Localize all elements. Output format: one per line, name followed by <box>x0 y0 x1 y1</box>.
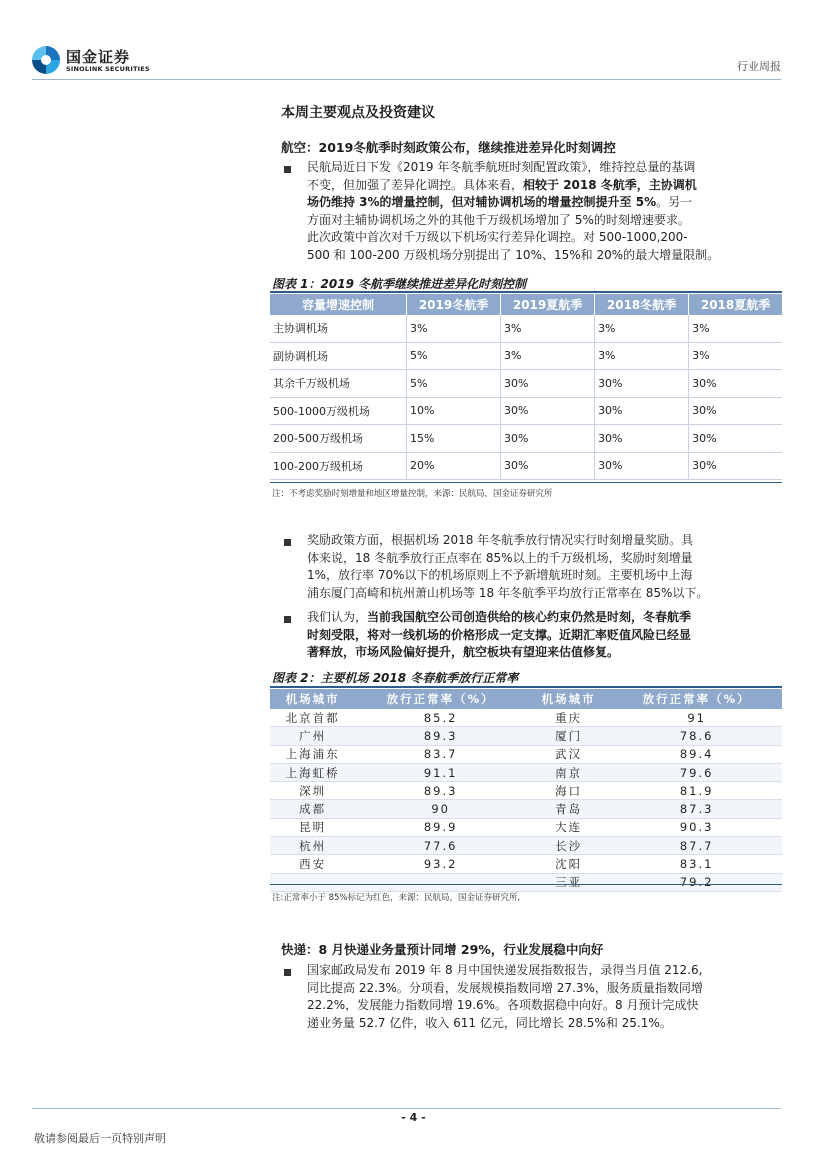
express-title: 快递：8 月快递业务量预计同增 29%，行业发展稳中向好 <box>281 942 604 957</box>
table-cell: 30% <box>689 397 782 425</box>
table-cell: 副协调机场 <box>270 342 407 370</box>
table-header-row <box>270 294 782 315</box>
table-header-cell: 2019冬航季 <box>407 294 501 315</box>
table-cell: 93.2 <box>355 855 526 873</box>
table-cell: 79.6 <box>611 763 782 781</box>
table-cell: 3% <box>407 315 501 342</box>
table-cell: 南京 <box>526 763 611 781</box>
table-cell: 79.2 <box>611 873 782 891</box>
table-cell: 长沙 <box>526 837 611 855</box>
header-divider <box>32 79 781 80</box>
table-cell: 78.6 <box>611 727 782 745</box>
figure-1-table <box>270 294 782 480</box>
table-cell: 北京首都 <box>270 709 355 727</box>
table-cell: 100-200万级机场 <box>270 452 407 480</box>
table-cell: 大连 <box>526 818 611 836</box>
table-row <box>270 800 782 818</box>
table-cell: 83.7 <box>355 745 526 763</box>
table-cell: 3% <box>689 342 782 370</box>
table-header-row <box>270 689 782 709</box>
table-cell: 20% <box>407 452 501 480</box>
table-cell: 15% <box>407 425 501 453</box>
table-cell: 89.4 <box>611 745 782 763</box>
table-cell: 昆明 <box>270 818 355 836</box>
aviation-paragraph-2: 奖励政策方面，根据机场 2018 年冬航季放行情况实行时刻增量奖励。具 体来说，18 冬航季放行正点率在 85%以上的千万级机场，奖励时刻增量 1%，放行率 70%以下的机场原则上不予新增航班时刻。主要机场中上海 浦东厦门高崎和杭州萧山机场等 18 年冬航季平均放行正常率在 85%以下。 <box>307 533 709 600</box>
table-cell: 3% <box>595 342 689 370</box>
table-cell: 3% <box>501 315 595 342</box>
table-cell: 青岛 <box>526 800 611 818</box>
table-cell: 30% <box>595 425 689 453</box>
logo-en-text: SINOLINK SECURITIES <box>66 65 150 73</box>
table-row <box>270 452 782 480</box>
table-cell: 77.6 <box>355 837 526 855</box>
table-header-cell: 放行正常率（%） <box>611 689 782 709</box>
table-cell: 三亚 <box>526 873 611 891</box>
figure-2-table <box>270 689 782 892</box>
table-cell: 30% <box>501 425 595 453</box>
bullet-icon <box>284 166 291 173</box>
bullet-icon <box>284 616 291 623</box>
table-cell: 广州 <box>270 727 355 745</box>
report-type: 行业周报 <box>737 60 781 73</box>
table-cell: 海口 <box>526 782 611 800</box>
table-cell: 83.1 <box>611 855 782 873</box>
footer-divider <box>32 1108 781 1109</box>
table-cell: 30% <box>689 425 782 453</box>
table-row <box>270 425 782 453</box>
section-title: 本周主要观点及投资建议 <box>281 105 435 121</box>
table-cell: 200-500万级机场 <box>270 425 407 453</box>
table-cell: 重庆 <box>526 709 611 727</box>
table-cell: 3% <box>501 342 595 370</box>
table-cell: 90.3 <box>611 818 782 836</box>
table-row <box>270 855 782 873</box>
table-cell: 厦门 <box>526 727 611 745</box>
table-cell: 5% <box>407 370 501 398</box>
table-cell: 500-1000万级机场 <box>270 397 407 425</box>
table-cell: 3% <box>689 315 782 342</box>
table-cell: 30% <box>501 452 595 480</box>
figure-1-bottom-rule <box>270 482 782 483</box>
table-cell: 87.7 <box>611 837 782 855</box>
table-cell: 30% <box>595 397 689 425</box>
figure-1-title: 图表 1：2019 冬航季继续推进差异化时刻控制 <box>272 277 527 291</box>
table-cell: 90 <box>355 800 526 818</box>
table-header-cell: 2019夏航季 <box>501 294 595 315</box>
figure-1-note: 注：不考虑奖励时刻增量和地区增量控制，来源：民航局，国金证券研究所 <box>272 489 553 499</box>
figure-2-rule <box>270 686 782 688</box>
table-header-cell: 机场城市 <box>526 689 611 709</box>
table-row <box>270 818 782 836</box>
table-row <box>270 873 782 891</box>
table-cell: 81.9 <box>611 782 782 800</box>
table-cell: 上海浦东 <box>270 745 355 763</box>
table-cell: 深圳 <box>270 782 355 800</box>
table-row <box>270 763 782 781</box>
table-cell: 沈阳 <box>526 855 611 873</box>
table-header-cell: 放行正常率（%） <box>355 689 526 709</box>
logo-cn-text: 国金证券 <box>66 48 131 66</box>
table-cell <box>270 873 355 891</box>
table-row <box>270 370 782 398</box>
table-cell: 主协调机场 <box>270 315 407 342</box>
table-row <box>270 342 782 370</box>
table-cell: 5% <box>407 342 501 370</box>
aviation-title: 航空：2019冬航季时刻政策公布，继续推进差异化时刻调控 <box>281 140 616 155</box>
table-cell: 10% <box>407 397 501 425</box>
page-number: - 4 - <box>401 1111 426 1124</box>
table-cell: 89.3 <box>355 782 526 800</box>
table-cell <box>355 873 526 891</box>
table-row <box>270 709 782 727</box>
aviation-paragraph-3: 我们认为，当前我国航空公司创造供给的核心约束仍然是时刻，冬春航季 时刻受限，将对一线机场的价格形成一定支撑。近期汇率贬值风险已经显 著释放，市场风险偏好提升，航空板块有望迎来估值修复。 <box>307 610 692 659</box>
table-cell: 85.2 <box>355 709 526 727</box>
table-row <box>270 727 782 745</box>
figure-2-bottom-rule <box>270 884 782 885</box>
aviation-paragraph-1: 民航局近日下发《2019 年冬航季航班时刻配置政策》，维持控总量的基调 不变，但加强了差异化调控。具体来看，相较于 2018 冬航季，主协调机 场仍维持 3%的增量控制，但对辅协调机场的增量控制提升至 5%。另一 方面对主辅协调机场之外的其他千万级机场增加了 5%的时刻增速要求。 此次政策中首次对千万级以下机场实行差异化调控。对 500-1000,200- 500 和 100-200 万级机场分别提出了 10%、15%和 20%的最大增量限制。 <box>307 160 720 262</box>
logo-mark-icon <box>32 46 60 74</box>
table-cell: 30% <box>501 397 595 425</box>
table-cell: 成都 <box>270 800 355 818</box>
table-cell: 91.1 <box>355 763 526 781</box>
table-cell: 30% <box>595 452 689 480</box>
table-cell: 杭州 <box>270 837 355 855</box>
table-header-cell: 2018冬航季 <box>595 294 689 315</box>
table-cell: 3% <box>595 315 689 342</box>
figure-2-title: 图表 2：主要机场 2018 冬春航季放行正常率 <box>272 671 519 685</box>
table-cell: 89.3 <box>355 727 526 745</box>
table-cell: 武汉 <box>526 745 611 763</box>
bullet-icon <box>284 969 291 976</box>
table-header-cell: 机场城市 <box>270 689 355 709</box>
table-cell: 30% <box>595 370 689 398</box>
table-cell: 30% <box>689 452 782 480</box>
figure-1-rule <box>270 291 782 293</box>
table-cell: 89.9 <box>355 818 526 836</box>
table-cell: 87.3 <box>611 800 782 818</box>
table-cell: 西安 <box>270 855 355 873</box>
company-logo <box>32 46 162 78</box>
express-paragraph: 国家邮政局发布 2019 年 8 月中国快递发展指数报告，录得当月值 212.6, 同比提高 22.3%。分项看，发展规模指数同增 27.3%，服务质量指数同增 22.2%，发展能力指数同增 19.6%。各项数据稳中向好。8 月预计完成快 递业务量 52.7 亿件，收入 611 亿元，同比增长 28.5%和 25.1%。 <box>307 963 703 1030</box>
table-cell: 30% <box>689 370 782 398</box>
table-row <box>270 745 782 763</box>
footer-disclaimer: 敬请参阅最后一页特别声明 <box>34 1132 166 1145</box>
table-header-cell: 容量增速控制 <box>270 294 407 315</box>
table-row <box>270 782 782 800</box>
table-cell: 上海虹桥 <box>270 763 355 781</box>
table-cell: 30% <box>501 370 595 398</box>
figure-2-note: 注:正常率小于 85%标记为红色，来源：民航局，国金证券研究所, <box>272 893 521 903</box>
table-cell: 91 <box>611 709 782 727</box>
table-row <box>270 397 782 425</box>
bullet-icon <box>284 539 291 546</box>
table-cell: 其余千万级机场 <box>270 370 407 398</box>
table-header-cell: 2018夏航季 <box>689 294 782 315</box>
table-row <box>270 315 782 342</box>
table-row <box>270 837 782 855</box>
